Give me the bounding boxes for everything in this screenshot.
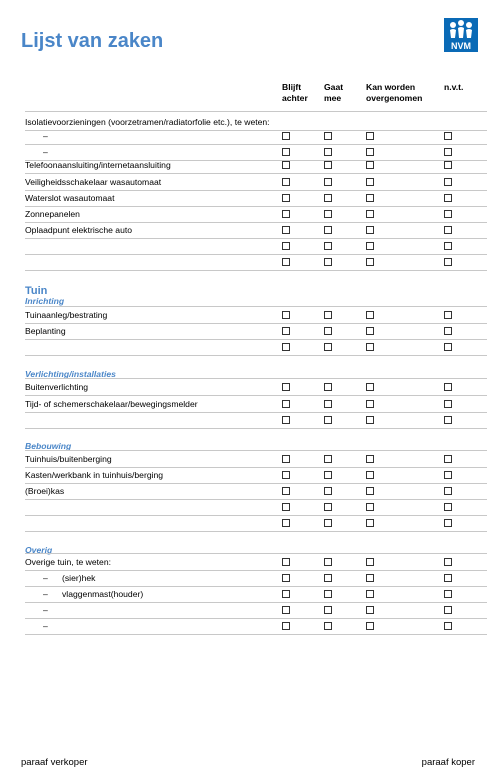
- checkbox-blijft-achter[interactable]: [282, 383, 290, 391]
- row-divider: [25, 222, 487, 223]
- list-item: [25, 116, 487, 130]
- checkbox-kan-worden-overgenomen[interactable]: [366, 590, 374, 598]
- checkbox-gaat-mee[interactable]: [324, 258, 332, 266]
- row-divider: [25, 499, 487, 500]
- checkbox-gaat-mee[interactable]: [324, 590, 332, 598]
- checkbox-kan-worden-overgenomen[interactable]: [366, 416, 374, 424]
- checkbox-nvt[interactable]: [444, 311, 452, 319]
- list-item: [25, 517, 487, 531]
- checkbox-kan-worden-overgenomen[interactable]: [366, 242, 374, 250]
- checkbox-kan-worden-overgenomen[interactable]: [366, 519, 374, 527]
- checkbox-kan-worden-overgenomen[interactable]: [366, 148, 374, 156]
- col-header-kan-worden-overgenomen: Kan worden overgenomen: [366, 82, 423, 103]
- checkbox-gaat-mee[interactable]: [324, 400, 332, 408]
- checkbox-gaat-mee[interactable]: [324, 161, 332, 169]
- list-item: [25, 414, 487, 428]
- checkbox-nvt[interactable]: [444, 503, 452, 511]
- nvm-logo: [444, 18, 478, 52]
- checkbox-kan-worden-overgenomen[interactable]: [366, 311, 374, 319]
- list-item-label: (Broei)kas: [25, 486, 65, 496]
- dash-marker: –: [43, 573, 48, 583]
- checkbox-nvt[interactable]: [444, 210, 452, 218]
- row-divider: [25, 206, 487, 207]
- subsection-title-verlichting: Verlichting/installaties: [25, 369, 116, 379]
- checkbox-kan-worden-overgenomen[interactable]: [366, 503, 374, 511]
- row-divider: [25, 339, 487, 340]
- row-divider: [25, 306, 487, 307]
- checkbox-kan-worden-overgenomen[interactable]: [366, 258, 374, 266]
- checkbox-nvt[interactable]: [444, 226, 452, 234]
- checkbox-gaat-mee[interactable]: [324, 558, 332, 566]
- list-item: [25, 130, 487, 144]
- dash-marker: –: [43, 621, 48, 631]
- checkbox-blijft-achter[interactable]: [282, 558, 290, 566]
- checkbox-blijft-achter[interactable]: [282, 455, 290, 463]
- checkbox-blijft-achter[interactable]: [282, 487, 290, 495]
- list-item-label: Tuinhuis/buitenberging: [25, 454, 112, 464]
- checkbox-gaat-mee[interactable]: [324, 242, 332, 250]
- list-item-label: Veiligheidsschakelaar wasautomaat: [25, 177, 162, 187]
- checkbox-gaat-mee[interactable]: [324, 343, 332, 351]
- checkbox-blijft-achter[interactable]: [282, 148, 290, 156]
- dash-marker: –: [43, 605, 48, 615]
- row-divider: [25, 483, 487, 484]
- row-divider: [25, 378, 487, 379]
- list-item-label: (sier)hek: [62, 573, 96, 583]
- list-item: [25, 556, 487, 570]
- row-divider: [25, 323, 487, 324]
- list-item: [25, 146, 487, 160]
- checkbox-kan-worden-overgenomen[interactable]: [366, 455, 374, 463]
- checkbox-kan-worden-overgenomen[interactable]: [366, 226, 374, 234]
- checkbox-blijft-achter[interactable]: [282, 503, 290, 511]
- row-divider: [25, 531, 487, 532]
- checkbox-kan-worden-overgenomen[interactable]: [366, 210, 374, 218]
- dash-marker: –: [43, 131, 48, 141]
- checkbox-gaat-mee[interactable]: [324, 574, 332, 582]
- checkbox-gaat-mee[interactable]: [324, 311, 332, 319]
- checkbox-blijft-achter[interactable]: [282, 590, 290, 598]
- checkbox-blijft-achter[interactable]: [282, 242, 290, 250]
- checkbox-gaat-mee[interactable]: [324, 327, 332, 335]
- col-header-gaat-mee: Gaat mee: [324, 82, 344, 103]
- checkbox-blijft-achter[interactable]: [282, 210, 290, 218]
- checkbox-kan-worden-overgenomen[interactable]: [366, 400, 374, 408]
- checkbox-gaat-mee[interactable]: [324, 210, 332, 218]
- row-divider: [25, 618, 487, 619]
- list-item-label: Waterslot wasautomaat: [25, 193, 115, 203]
- checkbox-nvt[interactable]: [444, 622, 452, 630]
- row-divider: [25, 111, 487, 112]
- list-item: [25, 469, 487, 483]
- row-divider: [25, 355, 487, 356]
- page-title: Lijst van zaken: [21, 30, 164, 52]
- dash-marker: –: [43, 589, 48, 599]
- list-item: [25, 501, 487, 515]
- list-item-label: Tijd- of schemerschakelaar/bewegingsmelder: [25, 399, 198, 409]
- list-item-label: Kasten/werkbank in tuinhuis/berging: [25, 470, 164, 480]
- checkbox-gaat-mee[interactable]: [324, 416, 332, 424]
- checkbox-blijft-achter[interactable]: [282, 622, 290, 630]
- list-item: [25, 398, 487, 412]
- list-item: [25, 176, 487, 190]
- checkbox-kan-worden-overgenomen[interactable]: [366, 622, 374, 630]
- checkbox-kan-worden-overgenomen[interactable]: [366, 161, 374, 169]
- checkbox-blijft-achter[interactable]: [282, 343, 290, 351]
- checkbox-blijft-achter[interactable]: [282, 132, 290, 140]
- row-divider: [25, 254, 487, 255]
- list-item: [25, 224, 487, 238]
- checkbox-nvt[interactable]: [444, 132, 452, 140]
- checkbox-nvt[interactable]: [444, 242, 452, 250]
- section-title-tuin: Tuin: [25, 285, 48, 297]
- list-item: [25, 208, 487, 222]
- subsection-title-overig: Overig: [25, 545, 53, 555]
- checkbox-nvt[interactable]: [444, 455, 452, 463]
- checkbox-gaat-mee[interactable]: [324, 622, 332, 630]
- list-item: [25, 381, 487, 395]
- checkbox-nvt[interactable]: [444, 178, 452, 186]
- checkbox-blijft-achter[interactable]: [282, 519, 290, 527]
- row-divider: [25, 570, 487, 571]
- list-item-label: Isolatievoorzieningen (voorzetramen/radiatorfolie etc.), te weten:: [25, 117, 270, 127]
- checkbox-kan-worden-overgenomen[interactable]: [366, 383, 374, 391]
- list-item-label: Buitenverlichting: [25, 382, 89, 392]
- checkbox-blijft-achter[interactable]: [282, 606, 290, 614]
- checkbox-kan-worden-overgenomen[interactable]: [366, 471, 374, 479]
- row-divider: [25, 467, 487, 468]
- checkbox-nvt[interactable]: [444, 148, 452, 156]
- list-item: [25, 256, 487, 270]
- checkbox-gaat-mee[interactable]: [324, 383, 332, 391]
- list-item-label: Oplaadpunt elektrische auto: [25, 225, 133, 235]
- svg-text:NVM: NVM: [451, 41, 471, 51]
- row-divider: [25, 190, 487, 191]
- list-item: [25, 572, 487, 586]
- footer-paraaf-koper: paraaf koper: [421, 757, 475, 768]
- checkbox-kan-worden-overgenomen[interactable]: [366, 574, 374, 582]
- checkbox-kan-worden-overgenomen[interactable]: [366, 178, 374, 186]
- checkbox-kan-worden-overgenomen[interactable]: [366, 487, 374, 495]
- checkbox-nvt[interactable]: [444, 327, 452, 335]
- checkbox-nvt[interactable]: [444, 574, 452, 582]
- checkbox-blijft-achter[interactable]: [282, 258, 290, 266]
- list-item: [25, 240, 487, 254]
- subsection-title-bebouwing: Bebouwing: [25, 441, 72, 451]
- checkbox-gaat-mee[interactable]: [324, 132, 332, 140]
- col-header-blijft-achter: Blijft achter: [282, 82, 308, 103]
- checkbox-nvt[interactable]: [444, 606, 452, 614]
- checkbox-gaat-mee[interactable]: [324, 519, 332, 527]
- col-header-nvt: n.v.t.: [444, 82, 464, 92]
- checkbox-nvt[interactable]: [444, 416, 452, 424]
- checkbox-nvt[interactable]: [444, 487, 452, 495]
- list-item: [25, 192, 487, 206]
- nvm-logo-icon: [444, 18, 478, 52]
- checkbox-blijft-achter[interactable]: [282, 327, 290, 335]
- list-item: [25, 159, 487, 173]
- dash-marker: –: [43, 147, 48, 157]
- list-item: [25, 588, 487, 602]
- checkbox-gaat-mee[interactable]: [324, 194, 332, 202]
- checkbox-gaat-mee[interactable]: [324, 503, 332, 511]
- list-item: [25, 341, 487, 355]
- list-item-label: Zonnepanelen: [25, 209, 80, 219]
- row-divider: [25, 270, 487, 271]
- row-divider: [25, 634, 487, 635]
- checkbox-nvt[interactable]: [444, 161, 452, 169]
- row-divider: [25, 450, 487, 451]
- checkbox-nvt[interactable]: [444, 590, 452, 598]
- checkbox-nvt[interactable]: [444, 383, 452, 391]
- checkbox-blijft-achter[interactable]: [282, 400, 290, 408]
- checkbox-blijft-achter[interactable]: [282, 161, 290, 169]
- checkbox-nvt[interactable]: [444, 343, 452, 351]
- row-divider: [25, 515, 487, 516]
- footer-paraaf-verkoper: paraaf verkoper: [21, 757, 88, 768]
- list-item-label: vlaggenmast(houder): [62, 589, 144, 599]
- checkbox-kan-worden-overgenomen[interactable]: [366, 132, 374, 140]
- checkbox-blijft-achter[interactable]: [282, 311, 290, 319]
- row-divider: [25, 238, 487, 239]
- list-item: [25, 604, 487, 618]
- list-item: [25, 453, 487, 467]
- checkbox-blijft-achter[interactable]: [282, 226, 290, 234]
- checkbox-gaat-mee[interactable]: [324, 148, 332, 156]
- list-item: [25, 620, 487, 634]
- checkbox-blijft-achter[interactable]: [282, 194, 290, 202]
- list-item: [25, 325, 487, 339]
- list-item: [25, 485, 487, 499]
- checkbox-kan-worden-overgenomen[interactable]: [366, 558, 374, 566]
- checkbox-kan-worden-overgenomen[interactable]: [366, 327, 374, 335]
- checkbox-gaat-mee[interactable]: [324, 487, 332, 495]
- row-divider: [25, 412, 487, 413]
- list-item-label: Telefoonaansluiting/internetaansluiting: [25, 160, 171, 170]
- row-divider: [25, 602, 487, 603]
- checkbox-gaat-mee[interactable]: [324, 455, 332, 463]
- checkbox-blijft-achter[interactable]: [282, 416, 290, 424]
- checkbox-gaat-mee[interactable]: [324, 471, 332, 479]
- subsection-title-inrichting: Inrichting: [25, 296, 65, 306]
- checkbox-blijft-achter[interactable]: [282, 574, 290, 582]
- row-divider: [25, 395, 487, 396]
- checkbox-blijft-achter[interactable]: [282, 178, 290, 186]
- list-item: [25, 309, 487, 323]
- row-divider: [25, 428, 487, 429]
- checkbox-blijft-achter[interactable]: [282, 471, 290, 479]
- checkbox-nvt[interactable]: [444, 519, 452, 527]
- row-divider: [25, 144, 487, 145]
- list-item-label: Tuinaanleg/bestrating: [25, 310, 108, 320]
- checkbox-gaat-mee[interactable]: [324, 226, 332, 234]
- checkbox-kan-worden-overgenomen[interactable]: [366, 194, 374, 202]
- checkbox-kan-worden-overgenomen[interactable]: [366, 606, 374, 614]
- row-divider: [25, 173, 487, 174]
- checkbox-kan-worden-overgenomen[interactable]: [366, 343, 374, 351]
- row-divider: [25, 553, 487, 554]
- list-item-label: Beplanting: [25, 326, 66, 336]
- checkbox-gaat-mee[interactable]: [324, 606, 332, 614]
- checkbox-gaat-mee[interactable]: [324, 178, 332, 186]
- checkbox-nvt[interactable]: [444, 471, 452, 479]
- list-item-label: Overige tuin, te weten:: [25, 557, 111, 567]
- checkbox-nvt[interactable]: [444, 400, 452, 408]
- checkbox-nvt[interactable]: [444, 558, 452, 566]
- checkbox-nvt[interactable]: [444, 194, 452, 202]
- checkbox-nvt[interactable]: [444, 258, 452, 266]
- row-divider: [25, 586, 487, 587]
